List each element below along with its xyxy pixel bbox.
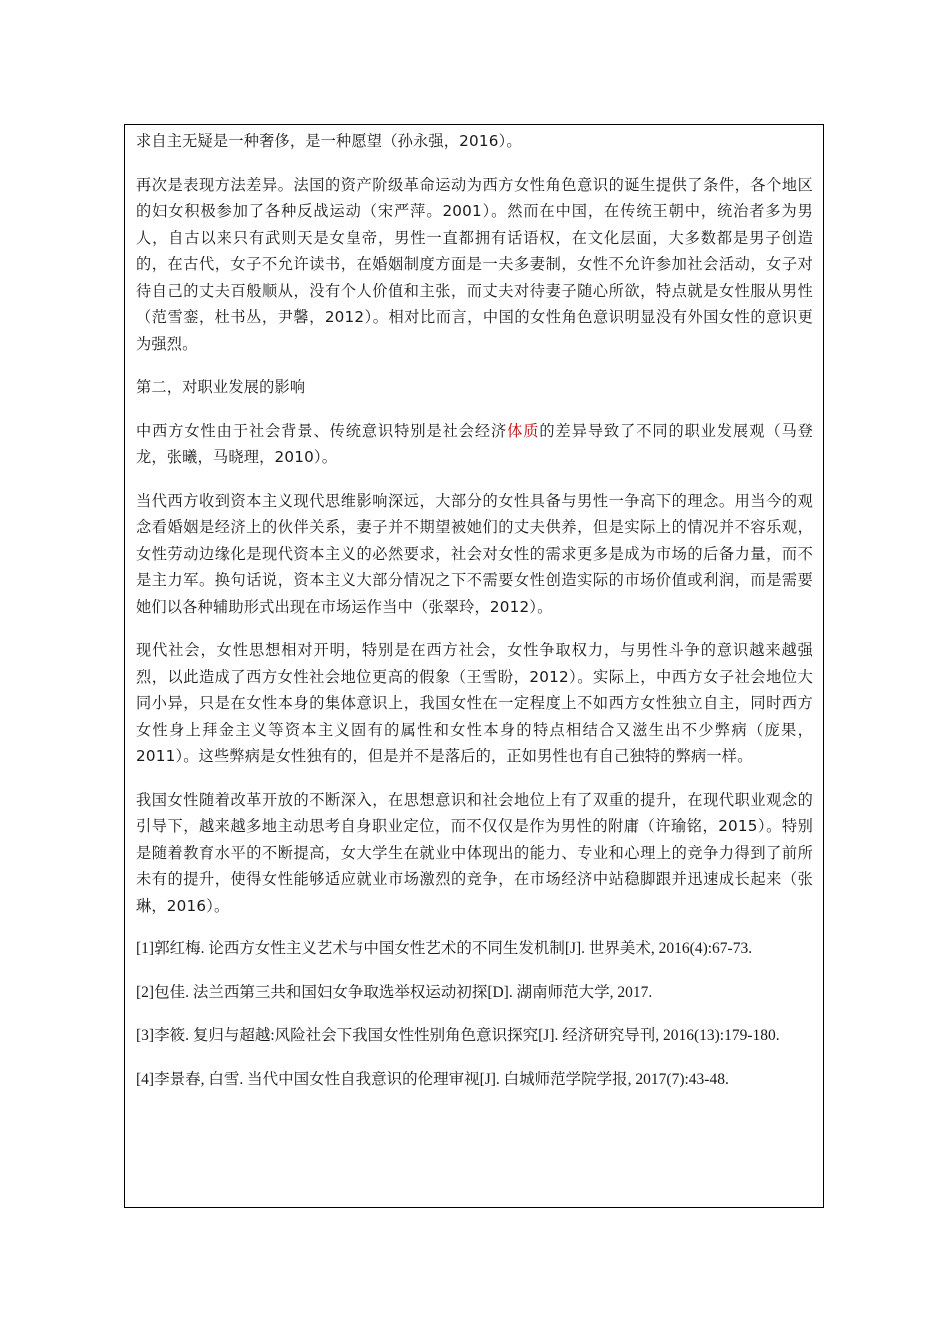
paragraph-4: [136, 418, 813, 471]
paragraph-1: 求自主无疑是一种奢侈，是一种愿望（孙永强，2016）。: [136, 132, 522, 150]
paragraph-4-after: 的差异导致了不同的职业发展观（马登龙，张曦，马晓理，2010）。: [136, 421, 813, 466]
reference-1: [1]郭红梅. 论西方女性主义艺术与中国女性艺术的不同生发机制[J]. 世界美术, 2016(4):67-73.: [136, 940, 753, 957]
reference-3: [3]李筱. 复归与超越:风险社会下我国女性性别角色意识探究[J]. 经济研究导刊, 2016(13):179-180.: [136, 1027, 780, 1044]
reference-4: [4]李景春, 白雪. 当代中国女性自我意识的伦理审视[J]. 白城师范学院学报, 2017(7):43-48.: [136, 1070, 729, 1088]
paragraph-2: 再次是表现方法差异。法国的资产阶级革命运动为西方女性角色意识的诞生提供了条件，各个地区的妇女积极参加了各种反战运动（宋严萍。2001）。然而在中国，在传统王朝中，统治者多为男人，自古以来只有武则天是女皇帝，男性一直都拥有话语权，在文化层面，大多数都是男子创造的，在古代，女子不允许读书，在婚姻制度方面是一夫多妻制，女性不允许参加社会活动，女子对待自己的丈夫百般顺从，没有个人价值和主张，而丈夫对待妻子随心所欲，特点就是女性服从男性（范雪銮，杜书丛，尹馨，2012）。相对比而言，中国的女性角色意识明显没有外国女性的意识更为强烈。: [136, 175, 813, 353]
highlighted-word: 体质: [507, 421, 540, 440]
paragraph-4-before: 中西方女性由于社会背景、传统意识特别是社会经济: [136, 421, 508, 440]
page-frame: [124, 124, 824, 1208]
paragraph-7: 我国女性随着改革开放的不断深入，在思想意识和社会地位上有了双重的提升，在现代职业观念的引导下，越来越多地主动思考自身职业定位，而不仅仅是作为男性的附庸（许瑜铭，2015）。特别是随着教育水平的不断提高，女大学生在就业中体现出的能力、专业和心理上的竞争力得到了前所未有的提升，使得女性能够适应就业市场激烈的竞争，在市场经济中站稳脚跟并迅速成长起来（张琳，2016）。: [136, 790, 813, 915]
document-body: [136, 125, 813, 1093]
reference-2: [2]包佳. 法兰西第三共和国妇女争取选举权运动初探[D]. 湖南师范大学, 2017.: [136, 983, 653, 1001]
section-heading-career: 第二，对职业发展的影响: [136, 378, 306, 396]
paragraph-6: 现代社会，女性思想相对开明，特别是在西方社会，女性争取权力，与男性斗争的意识越来越强烈，以此造成了西方女性社会地位更高的假象（王雪盼，2012）。实际上，中西方女子社会地位大同小异，只是在女性本身的集体意识上，我国女性在一定程度上不如西方女性独立自主，同时西方女性身上拜金主义等资本主义固有的属性和女性本身的特点相结合又滋生出不少弊病（庞果，2011）。这些弊病是女性独有的，但是并不是落后的，正如男性也有自己独特的弊病一样。: [136, 641, 813, 765]
paragraph-5: 当代西方收到资本主义现代思维影响深远，大部分的女性具备与男性一争高下的理念。用当今的观念看婚姻是经济上的伙伴关系，妻子并不期望被她们的丈夫供养，但是实际上的情况并不容乐观，女性劳动边缘化是现代资本主义的必然要求，社会对女性的需求更多是成为市场的后备力量，而不是主力军。换句话说，资本主义大部分情况之下不需要女性创造实际的市场价值或利润，而是需要她们以各种辅助形式出现在市场运作当中（张翠玲，2012）。: [136, 491, 813, 616]
